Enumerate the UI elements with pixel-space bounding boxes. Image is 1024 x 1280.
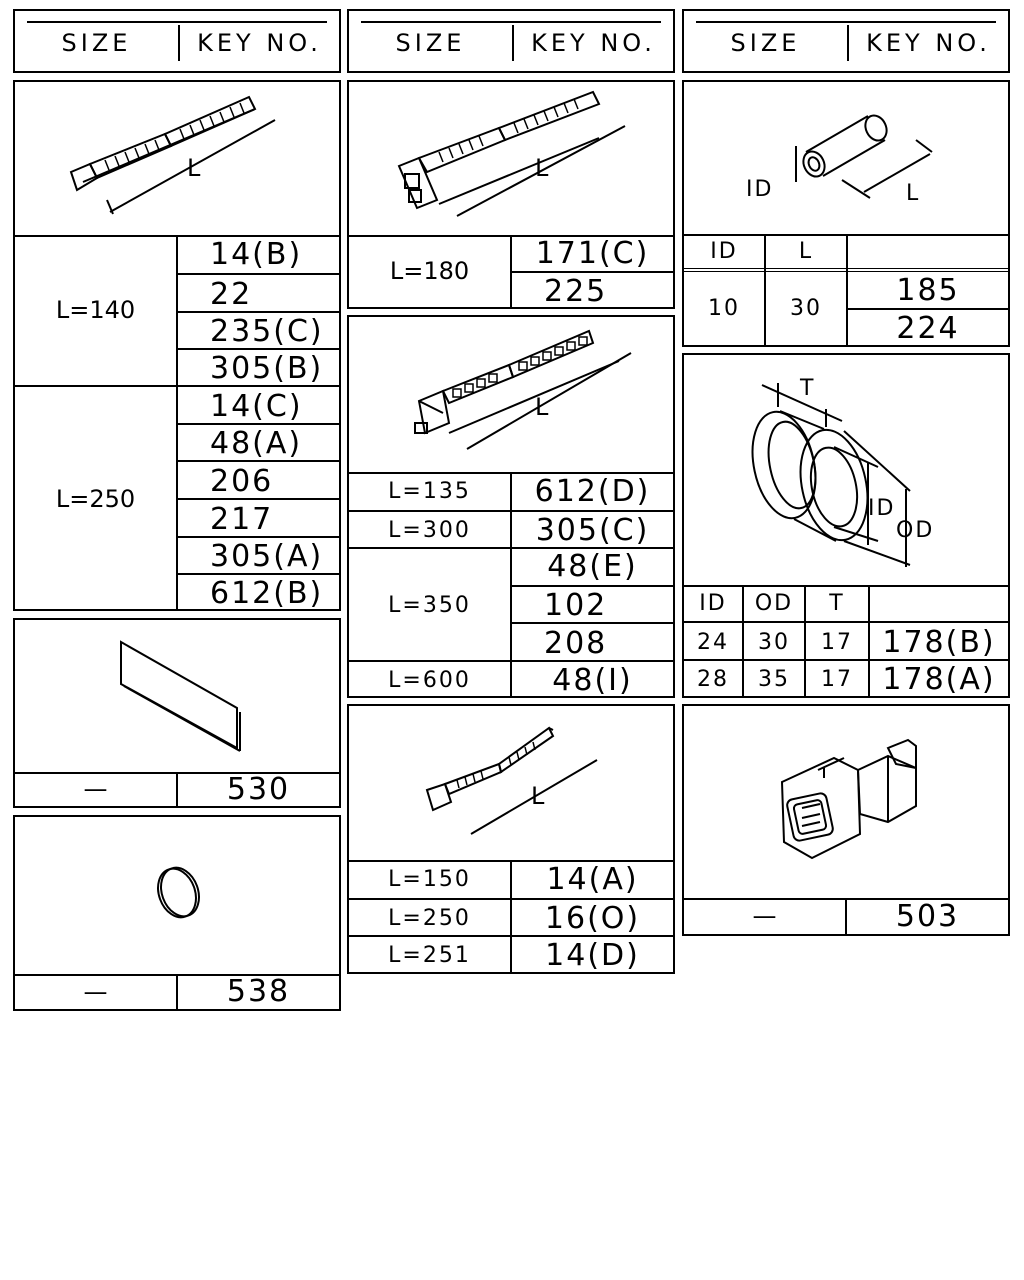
tie-small-panel [347,704,675,974]
id-value: 10 [708,296,740,321]
header-key-label: KEY NO. [866,29,991,57]
col-l-header: L [798,238,814,264]
key-cell: 217 [210,501,274,537]
key-cell: 14(B) [210,236,303,272]
key-cell: 208 [544,625,608,661]
tie-long-panel [347,315,675,698]
key-cell: 178(A) [882,662,996,697]
size-cell: L=150 [388,866,471,892]
length-label: L [535,154,549,182]
length-label: L [187,154,201,182]
header-col-2 [347,9,675,73]
key-cell: 48(A) [210,426,303,461]
tie-180-panel [347,80,675,309]
key-cell: 224 [896,311,960,346]
size-cell: L=600 [388,667,471,693]
tie-140-250-panel [13,80,341,611]
key-cell: 102 [544,588,608,623]
l-value: 30 [790,296,822,321]
header-size-label: SIZE [395,29,466,57]
size-dash: — [752,902,777,930]
key-cell: 185 [896,272,960,308]
cable-tie-small-illustration [349,706,673,862]
header-col-3 [682,9,1010,73]
disc-illustration [15,817,339,976]
key-cell: 171(C) [535,235,650,271]
key-cell: 538 [226,974,291,1009]
length-label: L [531,782,545,810]
key-cell: 235(C) [210,314,324,349]
key-cell: 503 [895,898,960,934]
od-value: 35 [758,667,790,692]
col-key-header [870,585,1008,621]
cable-tie-clamp-illustration [349,82,673,237]
grommet-panel [682,353,1010,698]
connector-illustration [684,706,1008,900]
size-cell: L=250 [388,906,471,931]
key-cell: 612(B) [210,575,324,611]
pad-panel [13,618,341,808]
cable-tie-long-illustration [349,317,673,474]
col-od-header: OD [754,590,794,616]
key-cell: 48(E) [547,548,638,584]
key-cell: 305(C) [535,513,650,548]
size-cell: L=180 [389,257,470,285]
od-label: OD [896,518,935,543]
key-cell: 305(B) [210,351,324,386]
header-col-1 [13,9,341,73]
key-cell: 16(O) [544,901,641,936]
size-dash: — [83,977,108,1006]
id-value: 28 [697,667,729,692]
key-cell: 14(A) [546,861,639,897]
size-dash: — [83,775,108,803]
id-label: ID [868,496,896,521]
size-cell: L=140 [55,296,136,324]
grommet-illustration [684,355,1008,587]
key-cell: 530 [226,771,291,807]
od-value: 30 [758,629,790,655]
header-size-label: SIZE [61,29,132,57]
disc-panel [13,815,341,1011]
cable-tie-illustration [15,82,339,237]
col-id-header: ID [699,590,727,616]
size-cell: L=350 [388,593,471,618]
size-cell: L=251 [388,943,471,968]
key-cell: 14(D) [545,938,640,973]
key-cell: 22 [210,276,253,312]
key-cell: 612(D) [534,473,651,509]
size-cell: L=250 [55,485,136,513]
pad-illustration [15,620,339,774]
t-value: 17 [821,629,853,655]
header-size-label: SIZE [730,29,801,57]
key-cell: 14(C) [210,388,303,424]
key-cell: 48(I) [552,662,633,698]
t-value: 17 [821,667,853,692]
key-cell: 178(B) [882,624,996,660]
id-label: ID [746,177,774,202]
sleeve-panel [682,80,1010,347]
header-key-label: KEY NO. [531,29,656,57]
col-key-header [848,234,1008,268]
key-cell: 225 [544,273,608,309]
col-t-header: T [829,590,845,616]
size-cell: L=300 [388,518,471,543]
length-label: L [906,181,919,206]
col-id-header: ID [710,238,738,264]
sleeve-illustration [684,82,1008,236]
key-cell: 305(A) [210,539,324,574]
header-key-label: KEY NO. [197,29,322,57]
id-value: 24 [697,629,729,655]
t-label: T [800,376,814,401]
size-cell: L=135 [388,478,471,504]
length-label: L [535,393,549,421]
connector-panel [682,704,1010,936]
key-cell: 206 [210,463,274,499]
